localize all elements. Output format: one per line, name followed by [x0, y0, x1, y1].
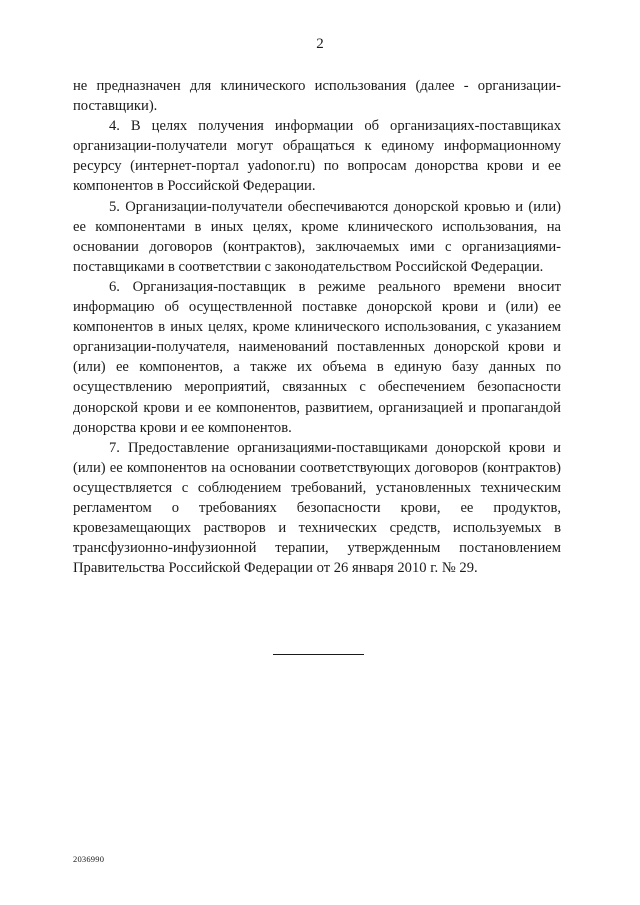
page-number: 2: [316, 36, 324, 52]
document-body: [73, 76, 561, 578]
paragraph-item-7: 7. Предоставление организациями-поставщиками донорской крови и (или) ее компонентов на основании соответствующих договоров (контрактов) осуществляется с соблюдением требований, установленных техническим регламентом о требованиях безопасности крови, ее продуктов, кровезамещающих растворов и технических средств, используемых в трансфузионно-инфузионной терапии, утвержденным постановлением Правительства Российской Федерации от 26 января 2010 г. № 29.: [73, 439, 561, 577]
document-code: 2036990: [73, 854, 105, 864]
paragraph-item-4: 4. В целях получения информации об организациях-поставщиках организации-получатели могут обращаться к единому информационному ресурсу (интернет-портал yadonor.ru) по вопросам донорства крови и ее компонентов в Российской Федерации.: [73, 118, 561, 195]
paragraph-continuation: не предназначен для клинического использования (далее - организации-поставщики).: [73, 78, 561, 115]
end-of-document-rule: [273, 654, 364, 655]
paragraph-item-6: 6. Организация-поставщик в режиме реального времени вносит информацию об осуществленной поставке донорской крови и (или) ее компонентов в иных целях, кроме клинического использования, с указанием организации-получателя, наименований поставленных донорской крови и (или) ее компонентов, а также их объема в единую базу данных по осуществлению мероприятий, связанных с обеспечением безопасности донорской крови и ее компонентов, развитием, организацией и пропагандой донорства крови и ее компонентов.: [73, 278, 561, 436]
paragraph-item-5: 5. Организации-получатели обеспечиваются донорской кровью и (или) ее компонентами в иных целях, кроме клинического использования, на основании договоров (контрактов), заключаемых ими с организациями-поставщиками в соответствии с законодательством Российской Федерации.: [73, 198, 561, 275]
